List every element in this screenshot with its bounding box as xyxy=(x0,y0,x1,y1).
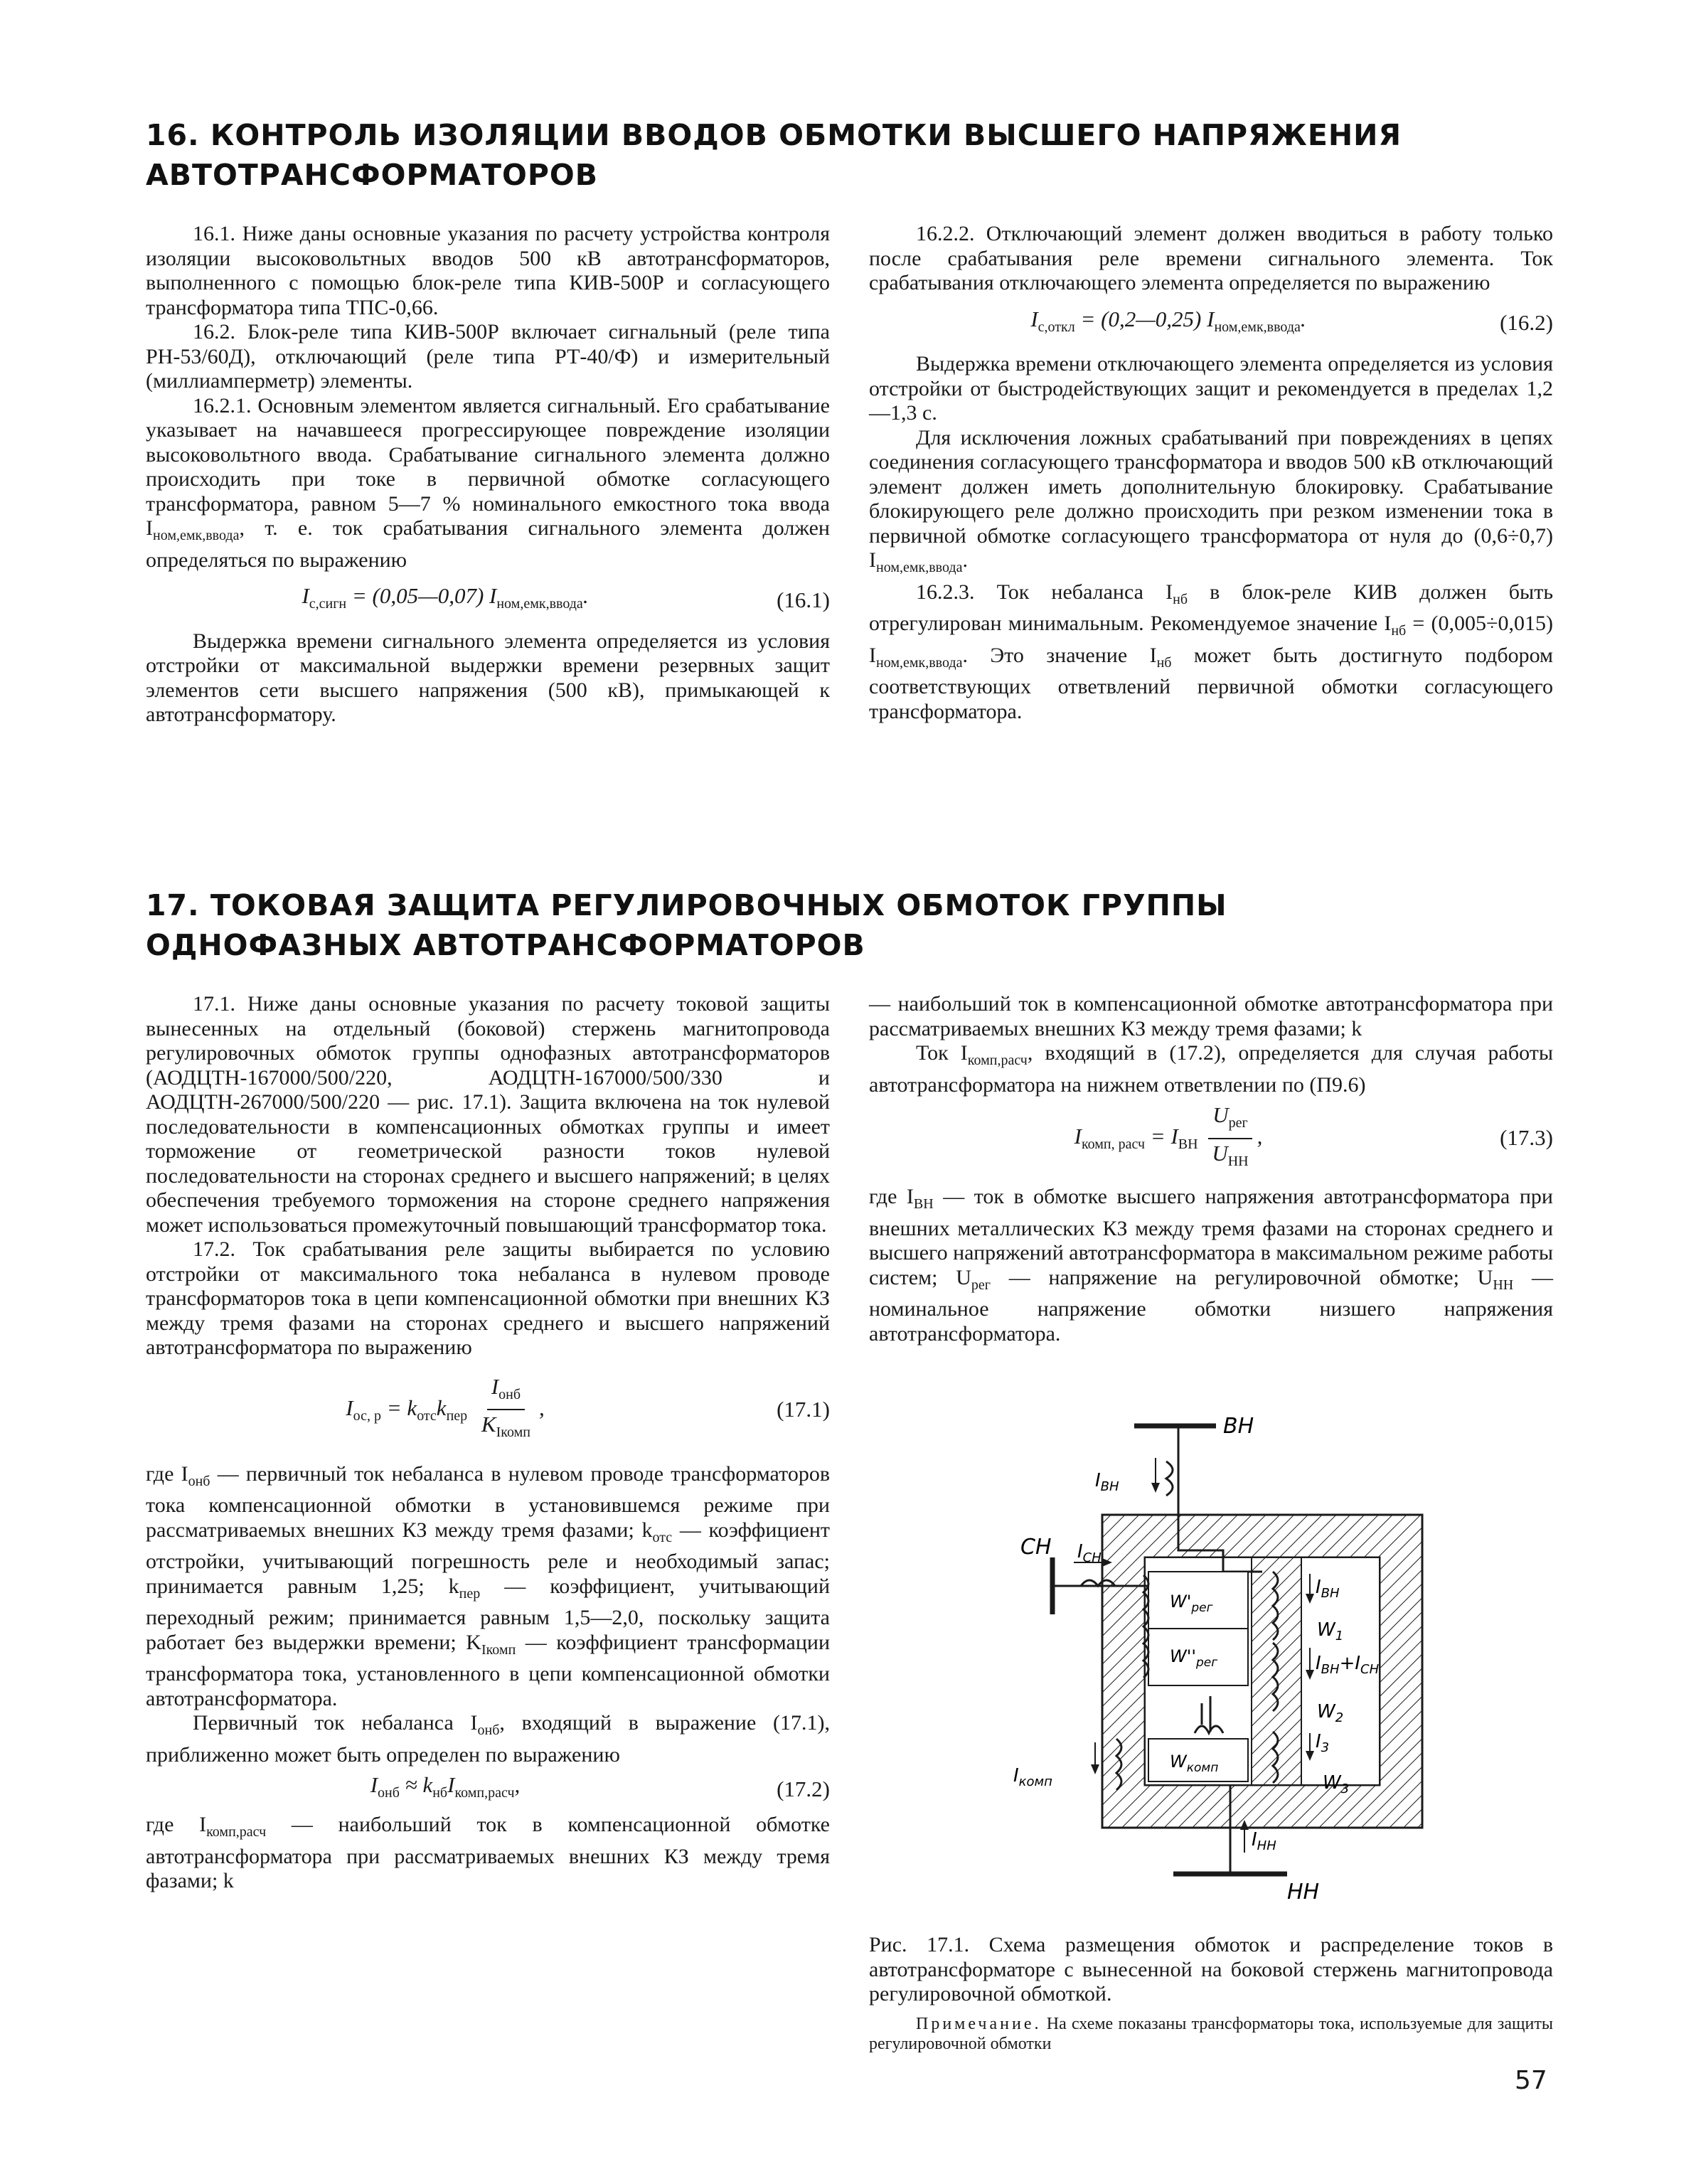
coil-wreg1 xyxy=(1148,1572,1248,1629)
paragraph: 16.1. Ниже даны основные указания по расчету устройства контроля изоляции высоковольтных вводов 500 кВ автотрансформаторов, выполненного с помощью блок-реле типа КИВ-500Р и согласующего трансформатора типа ТПС-0,66. xyxy=(146,222,830,319)
equation-16-1: $I_{с,сигн}$ = (0,05—0,07) $I_{ном,емк,ввода}$. (16.1) xyxy=(302,583,830,612)
section-16-title: 16. КОНТРОЛЬ ИЗОЛЯЦИИ ВВОДОВ ОБМОТКИ ВЫСШЕГО НАПРЯЖЕНИЯ АВТОТРАНСФОРМАТОРОВ xyxy=(146,118,1402,192)
figure-note: Примечание. На схеме показаны трансформаторы тока, используемые для защиты регулировочной обмотки xyxy=(869,2015,1553,2053)
label-w1: $W_1$ xyxy=(1317,1619,1344,1644)
paragraph: 16.2.3. Ток небаланса $I_{нб}$ в блок-реле КИВ должен быть отрегулирован минимальным. Рекомендуемое значение $I_{нб} = (0,005\div 0,015)$ $I_{ном,емк,ввода}$. Это значение $I_{нб}$ может быть достигнуто подбором соответствующих ответвлений первичной обмотки согласующего трансформатора. xyxy=(869,580,1553,723)
paragraph: 17.1. Ниже даны основные указания по расчету токовой защиты вынесенных на отдельный (боковой) стержень магнитопровода регулировочных обмоток группы однофазных автотрансформаторов (АОДЦТН-167000/500/220, АОДЦТН-167000/500/330 и АОДЦТН-267000/500/220 — рис. 17.1). Защита включена на ток нулевой последовательности в компенсационных обмотках группы и имеет торможение от геометрической разности токов нулевой последовательности на сторонах среднего и высшего напряжений; в целях обеспечения требуемого торможения на стороне среднего напряжения может использоваться промежуточный повышающий трансформатор тока. xyxy=(146,992,830,1237)
equation-number: (17.2) xyxy=(777,1776,830,1801)
figure-caption: Рис. 17.1. Схема размещения обмоток и распределение токов в автотрансформаторе с вынесенной на боковой стержень магнитопровода регулировочной обмоткой. xyxy=(869,1933,1553,2005)
section-16-right-column xyxy=(869,222,1553,724)
section-17-title: 17. ТОКОВАЯ ЗАЩИТА РЕГУЛИРОВОЧНЫХ ОБМОТОК ГРУППЫ ОДНОФАЗНЫХ АВТОТРАНСФОРМАТОРОВ xyxy=(146,888,1227,962)
equation-17-2: $I_{онб} \approx k_{нб}I_{комп,расч}$, (17.2) xyxy=(370,1772,830,1801)
label-w2: $W_2$ xyxy=(1317,1701,1344,1725)
section-17-left-column xyxy=(146,992,830,1894)
equation-17-3: $I_{комп, расч} = I_{ВН}$ $\frac{U_{рег}}{U_{НН}}$ , (17.3) xyxy=(869,1097,1553,1185)
coil-wkomp xyxy=(1148,1739,1248,1781)
equation-number: (16.2) xyxy=(1500,310,1553,336)
paragraph: 16.2. Блок-реле типа КИВ-500Р включает сигнальный (реле типа РН-53/60Д), отключающий (реле типа РТ-40/Ф) и измерительный (миллиамперметр) элементы. xyxy=(146,320,830,393)
label-ivn: $I_{ВН}$ xyxy=(1095,1470,1119,1494)
label-sn: СН xyxy=(1020,1535,1052,1560)
fraction: $\frac{I_{онб}}{K_{Iкомп}}$ xyxy=(481,1373,530,1441)
section-17-right-column xyxy=(869,992,1553,1346)
label-wkomp: $W_{комп}$ xyxy=(1170,1752,1219,1775)
label-ivn-inner: $I_{ВН}$ xyxy=(1316,1577,1340,1601)
paragraph: Выдержка времени отключающего элемента определяется из условия отстройки от быстродействующих защит и рекомендуется в пределах 1,2—1,3 с. xyxy=(869,352,1553,425)
label-isn: $I_{СН}$ xyxy=(1077,1541,1102,1565)
label-sum: $I_{ВН}+I_{СН}$ xyxy=(1316,1653,1380,1677)
paragraph: 16.2.1. Основным элементом является сигнальный. Его срабатывание указывает на начавшееся прогрессирующее повреждение изоляции высоковольтного ввода. Срабатывание сигнального элемента должно происходить при токе в первичной обмотке согласующего трансформатора, равном 5—7 % номинального емкостного тока ввода $I_{ном,емк,ввода}$, т. е. ток срабатывания сигнального элемента должен определяться по выражению xyxy=(146,393,830,572)
label-wreg1: $W'_{рег}$ xyxy=(1170,1592,1213,1615)
page-number: 57 xyxy=(1515,2066,1547,2095)
label-i3: $I_3$ xyxy=(1316,1731,1330,1755)
label-ikomp: $I_{комп}$ xyxy=(1013,1765,1052,1789)
label-vn: ВН xyxy=(1223,1414,1254,1439)
equation-16-2: $I_{с,откл}$ = (0,2—0,25) $I_{ном,емк,ввода}$. (16.2) xyxy=(1030,306,1553,336)
equation-number: (17.1) xyxy=(777,1396,830,1422)
paragraph: — наибольший ток в компенсационной обмотке автотрансформатора при рассматриваемых внешних КЗ между тремя фазами; k xyxy=(869,992,1553,1040)
fraction: $\frac{U_{рег}}{U_{НН}}$ xyxy=(1207,1103,1252,1173)
paragraph: 16.2.2. Отключающий элемент должен вводиться в работу только после срабатывания реле времени сигнального элемента. Ток срабатывания отключающего элемента определяется по выражению xyxy=(869,222,1553,294)
figure-17-1-diagram xyxy=(981,1405,1451,1909)
paragraph: где $I_{ВН}$ — ток в обмотке высшего напряжения автотрансформатора при внешних металлических КЗ между тремя фазами на сторонах среднего и высшего напряжений автотрансформатора в максимальном режиме работы систем; $U_{рег}$ — напряжение на регулировочной обмотке; $U_{НН}$ — номинальное напряжение обмотки низшего напряжения автотрансформатора. xyxy=(869,1185,1553,1346)
label-inn: $I_{НН}$ xyxy=(1252,1829,1276,1853)
paragraph: Ток $I_{комп,расч}$, входящий в (17.2), определяется для случая работы автотрансформатора на нижнем ответвлении по (П9.6) xyxy=(869,1041,1553,1097)
paragraph: Для исключения ложных срабатываний при повреждениях в цепях соединения согласующего трансформатора и вводов 500 кВ отключающий элемент должен иметь дополнительную блокировку. Срабатывание блокирующего реле должно происходить при резком изменении тока в первичной обмотке согласующего трансформатора от нуля до (0,6÷0,7) $I_{ном,емк,ввода}$. xyxy=(869,425,1553,576)
paragraph: где $I_{онб}$ — первичный ток небаланса в нулевом проводе трансформаторов тока компенсационной обмотки в установившемся режиме при рассматриваемых внешних КЗ между тремя фазами; $k_{отс}$ — коэффициент отстройки, учитывающий погрешность реле и необходимый запас; принимается равным 1,25; $k_{пер}$ — коэффициент, учитывающий переходный режим; принимается равным 1,5—2,0, поскольку защита работает без выдержки времени; $K_{Iкомп}$ — коэффициент трансформации трансформатора тока, установленного в цепи компенсационной обмотки автотрансформатора. xyxy=(146,1461,830,1710)
paragraph: Выдержка времени сигнального элемента определяется из условия отстройки от максимальной выдержки времени резервных защит элементов сети высшего напряжения (500 кВ), примыкающей к автотрансформатору. xyxy=(146,629,830,727)
equation-number: (17.3) xyxy=(1500,1125,1553,1151)
paragraph: 17.2. Ток срабатывания реле защиты выбирается по условию отстройки от максимального тока небаланса в нулевом проводе трансформаторов тока в цепи компенсационной обмотки при внешних КЗ между тремя фазами на сторонах среднего и высшего напряжений автотрансформатора по выражению xyxy=(146,1237,830,1359)
label-wreg2: $W''_{рег}$ xyxy=(1170,1646,1218,1670)
paragraph: где $I_{комп,расч}$ — наибольший ток в компенсационной обмотке автотрансформатора при рассматриваемых внешних КЗ между тремя фазами; k xyxy=(146,1813,830,1893)
paragraph: Первичный ток небаланса $I_{онб}$, входящий в выражение (17.1), приближенно может быть определен по выражению xyxy=(146,1711,830,1767)
label-w3: $W_3$ xyxy=(1323,1772,1350,1796)
equation-17-1: $I_{ос, р} = k_{отс}k_{пер}$ $\frac{I_{онб}}{K_{Iкомп}}$ , (17.1) xyxy=(146,1360,830,1462)
equation-number: (16.1) xyxy=(777,587,830,612)
section-16-left-column xyxy=(146,222,830,728)
label-nn: НН xyxy=(1287,1880,1320,1905)
